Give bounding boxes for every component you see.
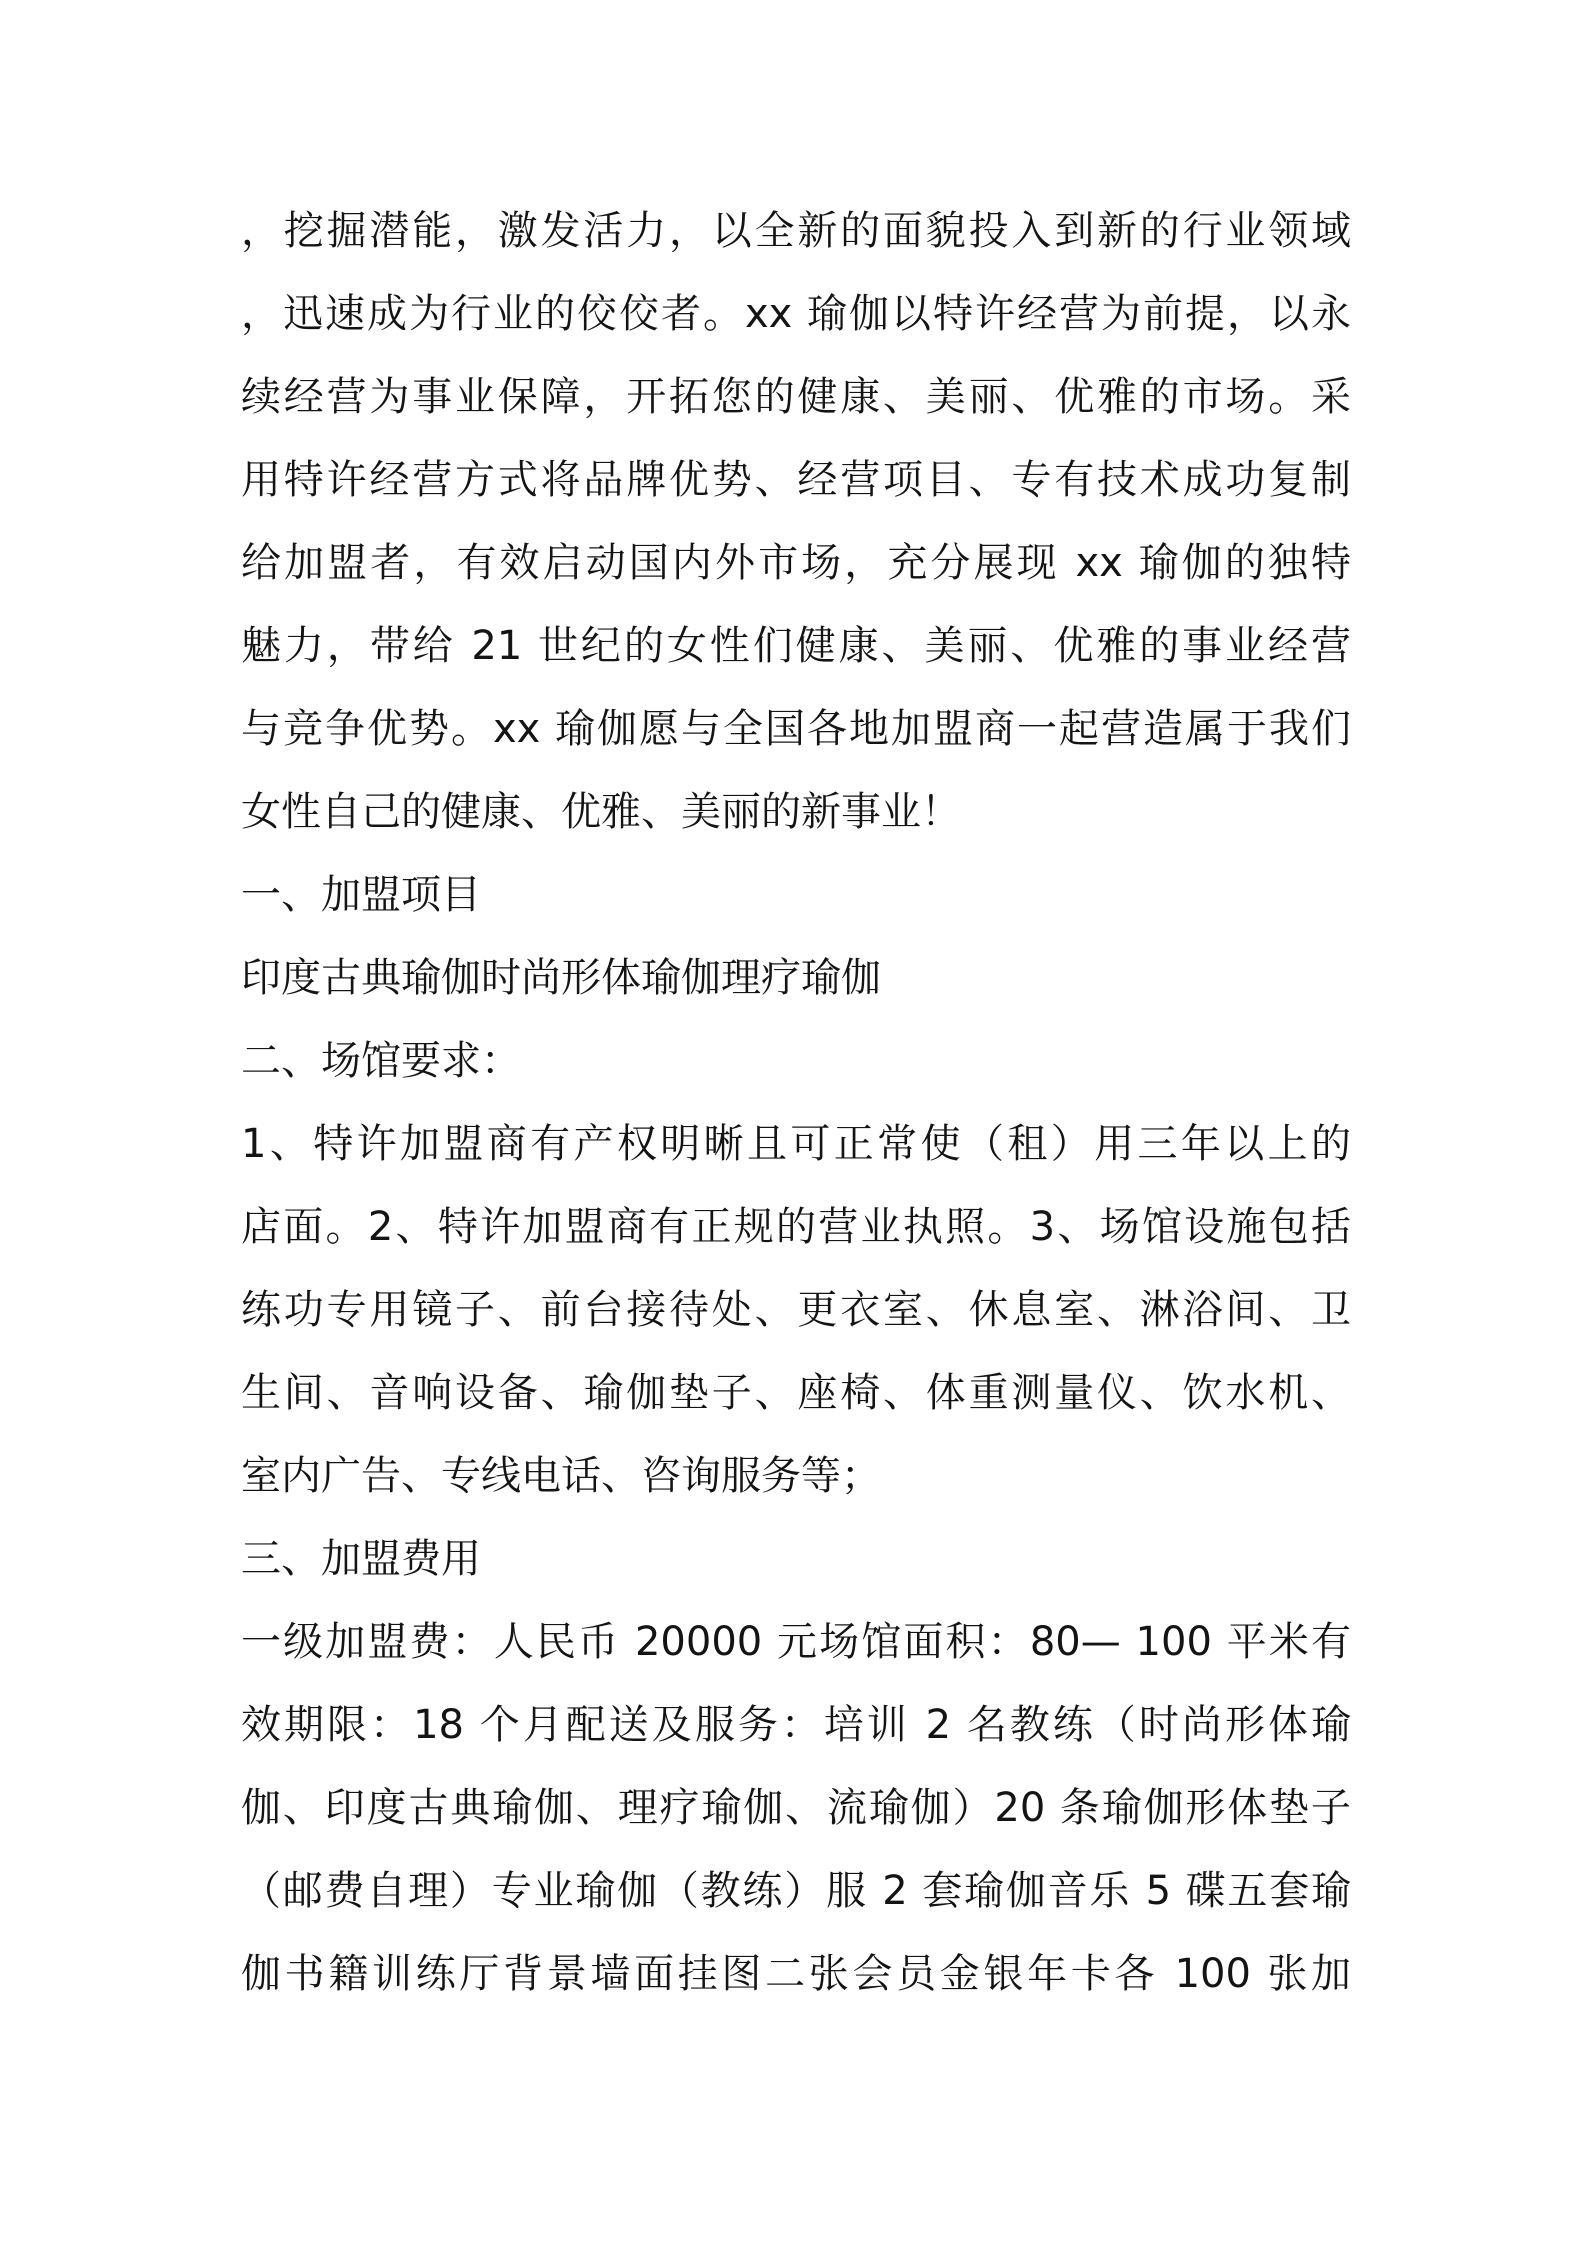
paragraph-line: 生间、音响设备、瑜伽垫子、座椅、体重测量仪、饮水机、 <box>241 1370 1351 1416</box>
paragraph-line: 续经营为事业保障，开拓您的健康、美丽、优雅的市场。采 <box>241 374 1351 420</box>
document-body <box>241 190 1351 2016</box>
paragraph-line: （邮费自理）专业瑜伽（教练）服 2 套瑜伽音乐 5 碟五套瑜 <box>241 1868 1351 1914</box>
paragraph-line-last: 室内广告、专线电话、咨询服务等； <box>241 1453 881 1499</box>
paragraph-line: 魅力，带给 21 世纪的女性们健康、美丽、优雅的事业经营 <box>241 623 1351 669</box>
paragraph-line: 给加盟者，有效启动国内外市场，充分展现 xx 瑜伽的独特 <box>241 540 1351 586</box>
section-heading-venue-requirements: 二、场馆要求： <box>241 1038 521 1084</box>
section-heading-franchise-items: 一、加盟项目 <box>241 872 481 918</box>
paragraph-line: 效期限：18 个月配送及服务：培训 2 名教练（时尚形体瑜 <box>241 1702 1351 1748</box>
paragraph-line-last: 女性自己的健康、优雅、美丽的新事业！ <box>241 789 961 835</box>
paragraph-line: 与竞争优势。xx 瑜伽愿与全国各地加盟商一起营造属于我们 <box>241 706 1351 752</box>
paragraph-line: 练功专用镜子、前台接待处、更衣室、休息室、淋浴间、卫 <box>241 1287 1351 1333</box>
paragraph-line: 一级加盟费：人民币 20000 元场馆面积：80— 100 平米有 <box>241 1619 1351 1665</box>
paragraph-line: 店面。2、特许加盟商有正规的营业执照。3、场馆设施包括 <box>241 1204 1351 1250</box>
paragraph-line: 用特许经营方式将品牌优势、经营项目、专有技术成功复制 <box>241 457 1351 503</box>
paragraph-line: 伽、印度古典瑜伽、理疗瑜伽、流瑜伽）20 条瑜伽形体垫子 <box>241 1785 1351 1831</box>
paragraph-line: ，迅速成为行业的佼佼者。xx 瑜伽以特许经营为前提，以永 <box>241 291 1351 337</box>
franchise-items-text: 印度古典瑜伽时尚形体瑜伽理疗瑜伽 <box>241 955 881 1001</box>
section-heading-franchise-fees: 三、加盟费用 <box>241 1536 481 1582</box>
paragraph-line: 1、特许加盟商有产权明晰且可正常使（租）用三年以上的 <box>241 1121 1351 1167</box>
paragraph-line: ，挖掘潜能，激发活力，以全新的面貌投入到新的行业领域 <box>241 208 1351 254</box>
paragraph-line: 伽书籍训练厅背景墙面挂图二张会员金银年卡各 100 张加 <box>241 1951 1351 1997</box>
